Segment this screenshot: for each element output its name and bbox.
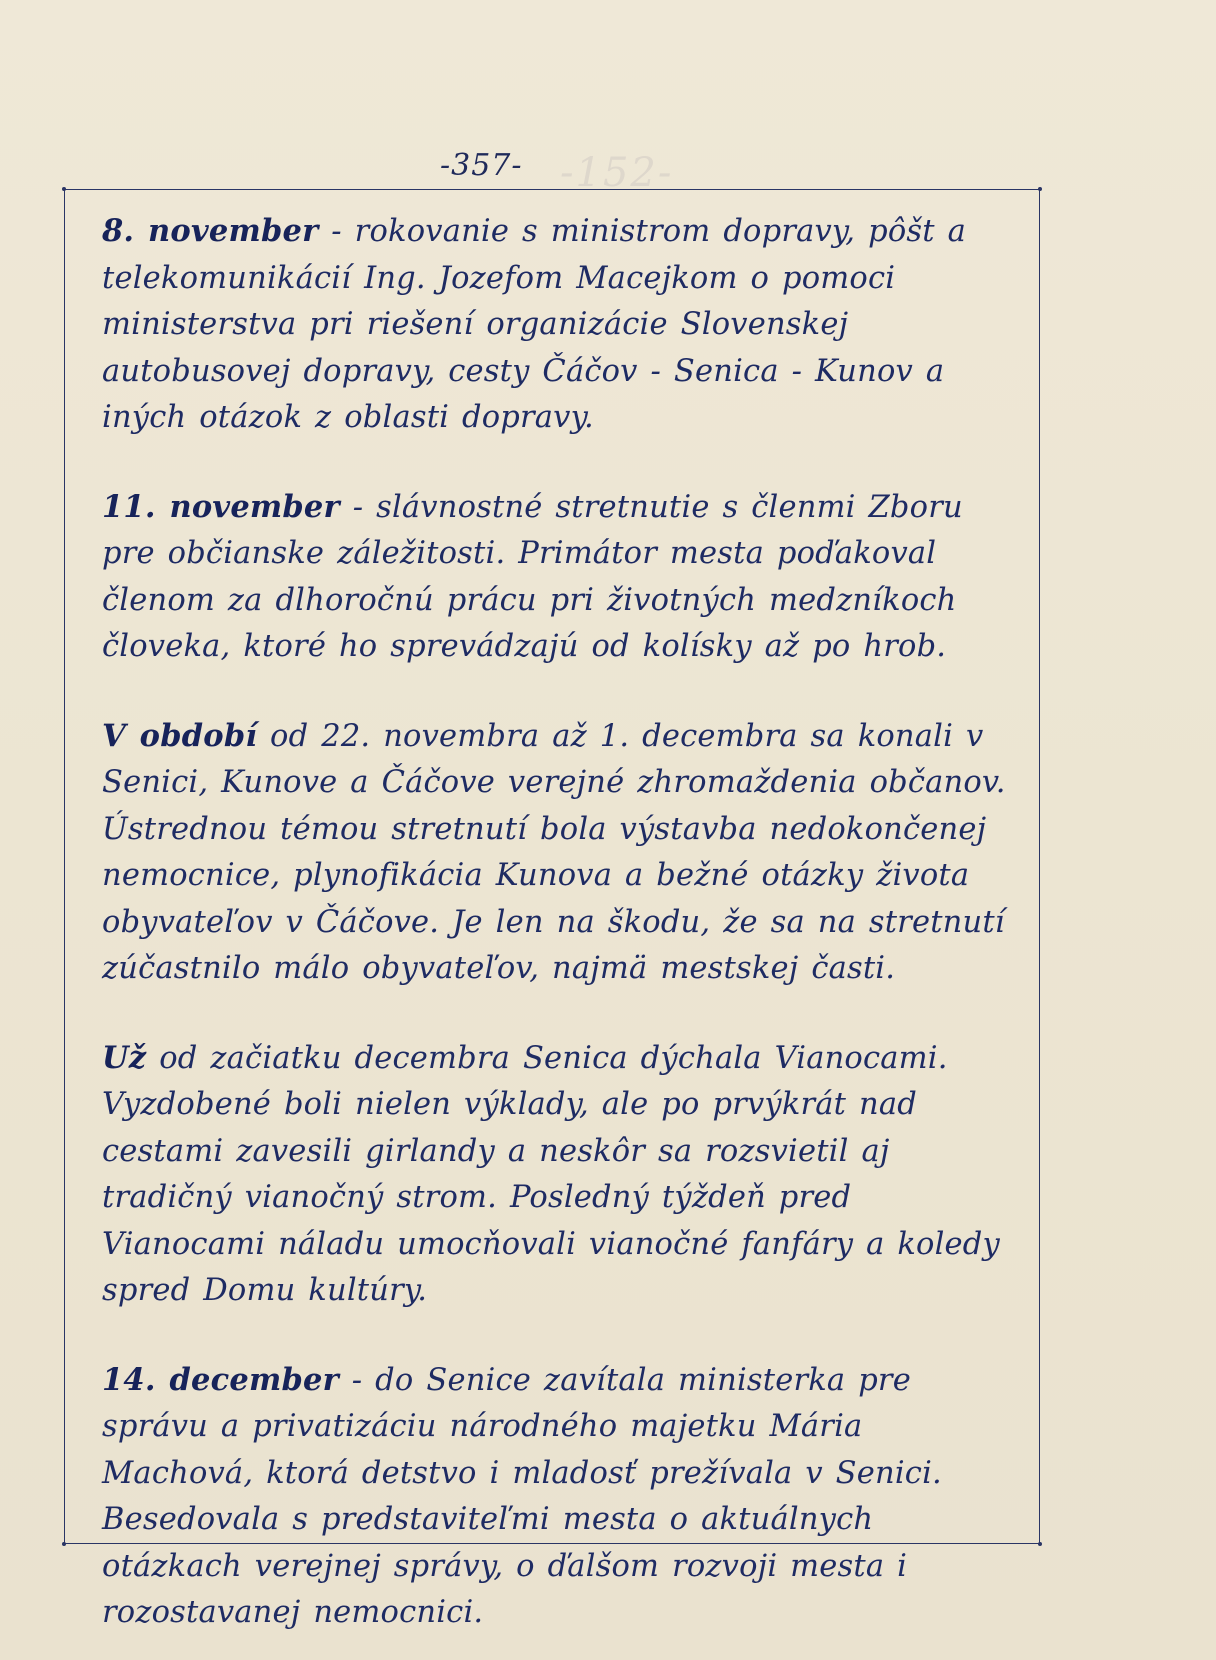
entry-date: Už (102, 1039, 147, 1076)
frame-corner (62, 187, 66, 191)
entry-text: - rokovanie s ministrom dopravy, pôšt a telekomunikácií Ing. Jozefom Macejkom o pomoci ministerstva pri riešení organizácie Slovenskej autobusovej dopravy, cesty Čáčov - Senica - Kunov a iných otázok z oblasti dopravy. (102, 214, 966, 435)
entry-11-november (102, 484, 1022, 671)
entry-date: 14. december (102, 1361, 339, 1398)
entry-text: - do Senice zavítala ministerka pre správu a privatizáciu národného majetku Mária Machová, ktorá detstvo i mladosť prežívala v Senici. Besedovala s predstaviteľmi mesta o aktuálnych otázkach verejnej správy, o ďalšom rozvoji mesta i rozostavanej nemocnici. (102, 1362, 942, 1630)
entry-date: 11. november (102, 488, 340, 525)
entry-text: od začiatku decembra Senica dýchala Vianocami. Vyzdobené boli nielen výklady, ale po prvýkrát nad cestami zavesili girlandy a neskôr sa rozsvietil aj tradičný vianočný strom. Posledný týždeň pred Vianocami náladu umocňovali vianočné fanfáry a koledy spred Domu kultúry. (102, 1040, 1000, 1308)
entry-date: V období (102, 717, 258, 754)
entry-christmas (102, 1035, 1022, 1315)
frame-corner (1038, 187, 1042, 191)
page-number: -357- (440, 148, 523, 183)
bleed-through-text: -152- (560, 150, 674, 196)
frame-corner (1038, 1542, 1042, 1546)
entry-text: - slávnostné stretnutie s členmi Zboru pre občianske záležitosti. Primátor mesta poďakoval členom za dlhoročnú prácu pri životných medzníkoch človeka, ktoré ho sprevádzajú od kolísky až po hrob. (102, 489, 963, 664)
frame-corner (62, 1542, 66, 1546)
entry-text: od 22. novembra až 1. decembra sa konali v Senici, Kunove a Čáčove verejné zhromaždenia občanov. Ústrednou témou stretnutí bola výstavba nedokončenej nemocnice, plynofikácia Kunova a bežné otázky života obyvateľov v Čáčove. Je len na škodu, že sa na stretnutí zúčastnilo málo obyvateľov, najmä mestskej časti. (102, 718, 1006, 986)
entry-date: 8. november (102, 213, 319, 249)
entry-14-december (102, 1357, 1022, 1637)
entry-public-meetings (102, 713, 1022, 993)
chronicle-entries (102, 208, 1022, 1637)
entry-8-november (102, 208, 1022, 442)
